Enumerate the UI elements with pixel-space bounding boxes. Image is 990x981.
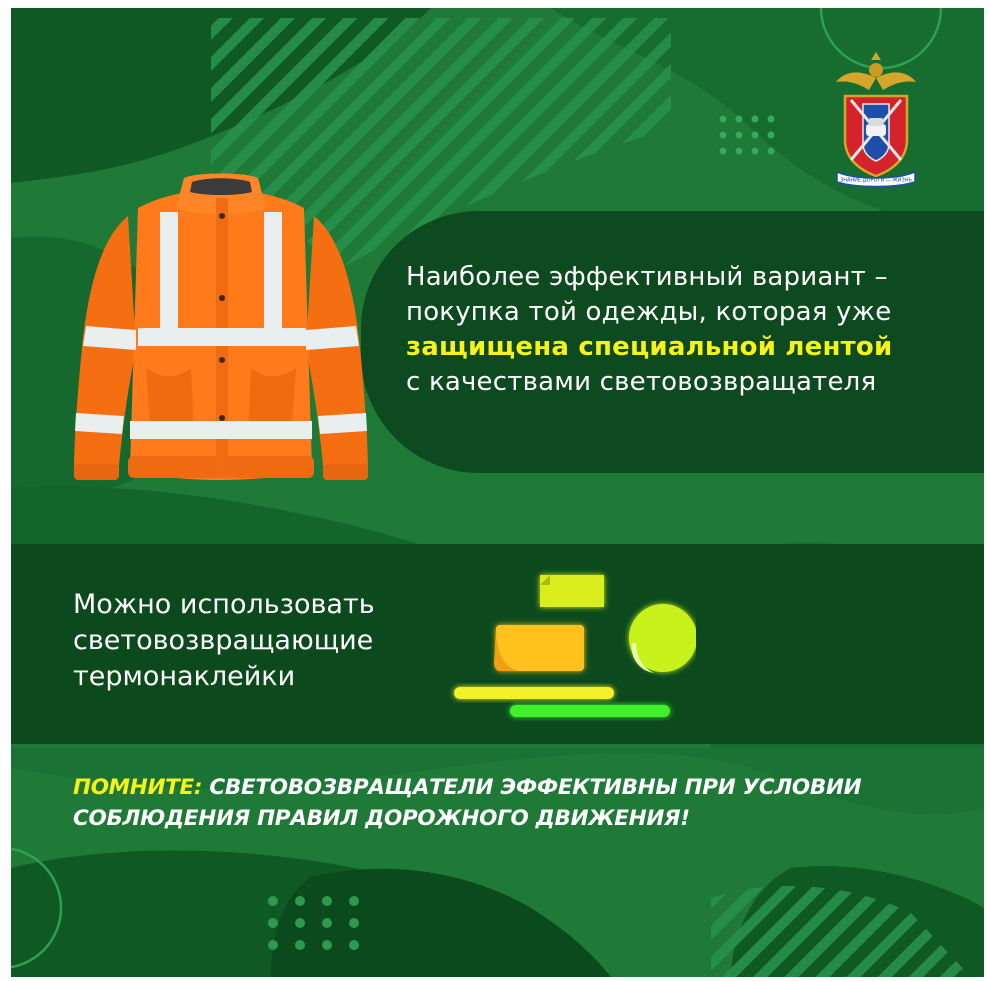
notice-line: СВЕТОВОЗВРАЩАТЕЛИ ЭФФЕКТИВНЫ ПРИ УСЛОВИИ [209,775,862,800]
stickers-message-line: термонаклейки [73,661,296,692]
main-message-line: Наиболее эффективный вариант – [406,262,888,292]
stickers-message [73,587,413,695]
notice-line: СОБЛЮДЕНИЯ ПРАВИЛ ДОРОЖНОГО ДВИЖЕНИЯ! [73,806,690,831]
notice-label: ПОМНИТЕ: [73,775,203,800]
reflective-jacket-icon [66,168,376,488]
main-message [406,260,966,400]
stickers-message-line: Можно использовать [73,589,375,620]
stickers-message-line: световозвращающие [73,625,374,656]
emblem-ribbon-text: ЗНАНИЕ ДОРОГИ — ЖИЗНЬ [840,177,912,184]
main-message-highlight: защищена специальной лентой [406,332,893,362]
poster [11,8,984,977]
traffic-police-emblem-icon [831,48,921,188]
main-message-line: покупка той одежды, которая уже [406,297,892,327]
main-message-line: с качествами световозвращателя [406,367,877,397]
remember-notice [73,772,953,834]
reflective-stickers-icon [436,563,696,723]
